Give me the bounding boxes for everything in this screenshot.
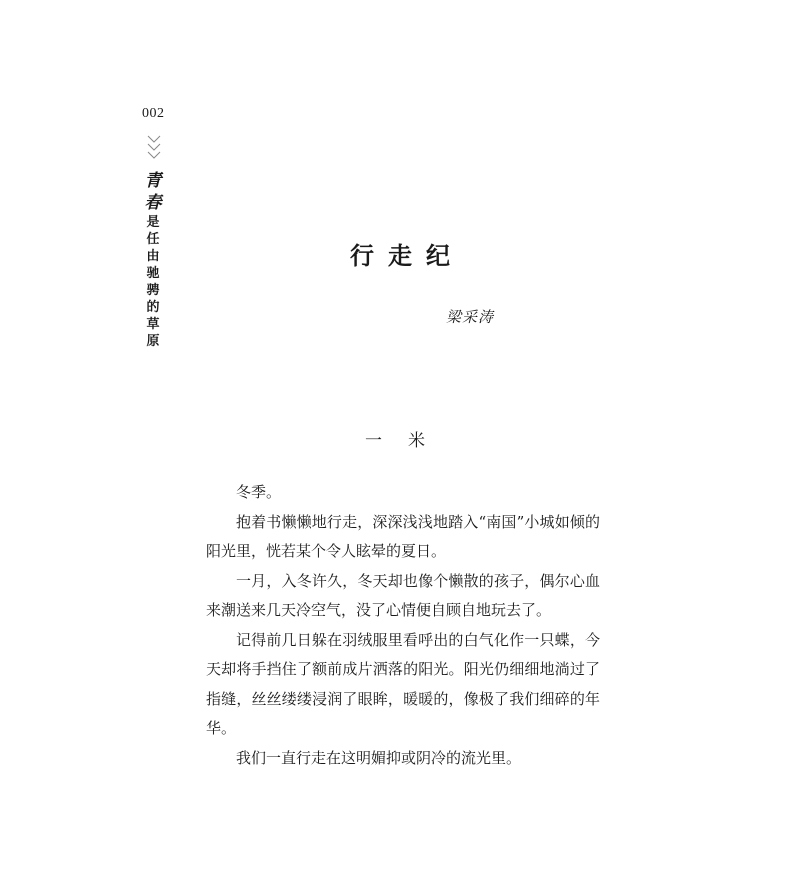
article-author: 梁采涛: [446, 308, 495, 326]
book-title-char: 原: [146, 334, 160, 349]
book-title-char: 驰: [146, 266, 160, 281]
article-body: [206, 478, 600, 773]
book-title-char: 春: [144, 193, 162, 213]
page-number: 002: [142, 106, 165, 121]
book-title-vertical: [143, 170, 163, 350]
section-heading: 一米: [365, 431, 451, 451]
book-title-char: 由: [146, 249, 160, 264]
book-title-char: 骋: [146, 283, 160, 298]
book-title-char: 草: [146, 317, 160, 332]
paragraph: 一月，入冬许久，冬天却也像个懒散的孩子，偶尔心血来潮送来几天冷空气，没了心情便自顾自地玩去了。: [206, 571, 600, 619]
triple-chevron-down-icon: [146, 134, 162, 162]
paragraph: 冬季。: [236, 483, 282, 501]
article-title: 行走纪: [350, 241, 464, 270]
book-title-char: 任: [146, 232, 160, 247]
book-title-char: 是: [146, 215, 160, 230]
paragraph: 记得前几日躲在羽绒服里看呼出的白气化作一只蝶，今天却将手挡住了额前成片洒落的阳光。阳光仍细细地淌过了指缝，丝丝缕缕浸润了眼眸，暖暖的，像极了我们细碎的年华。: [206, 630, 600, 737]
paragraph: 我们一直行走在这明媚抑或阴冷的流光里。: [236, 748, 522, 767]
paragraph: 抱着书懒懒地行走，深深浅浅地踏入“南国”小城如倾的阳光里，恍若某个令人眩晕的夏日。: [206, 512, 600, 560]
book-title-char: 的: [146, 300, 160, 315]
book-title-char: 青: [144, 171, 162, 191]
